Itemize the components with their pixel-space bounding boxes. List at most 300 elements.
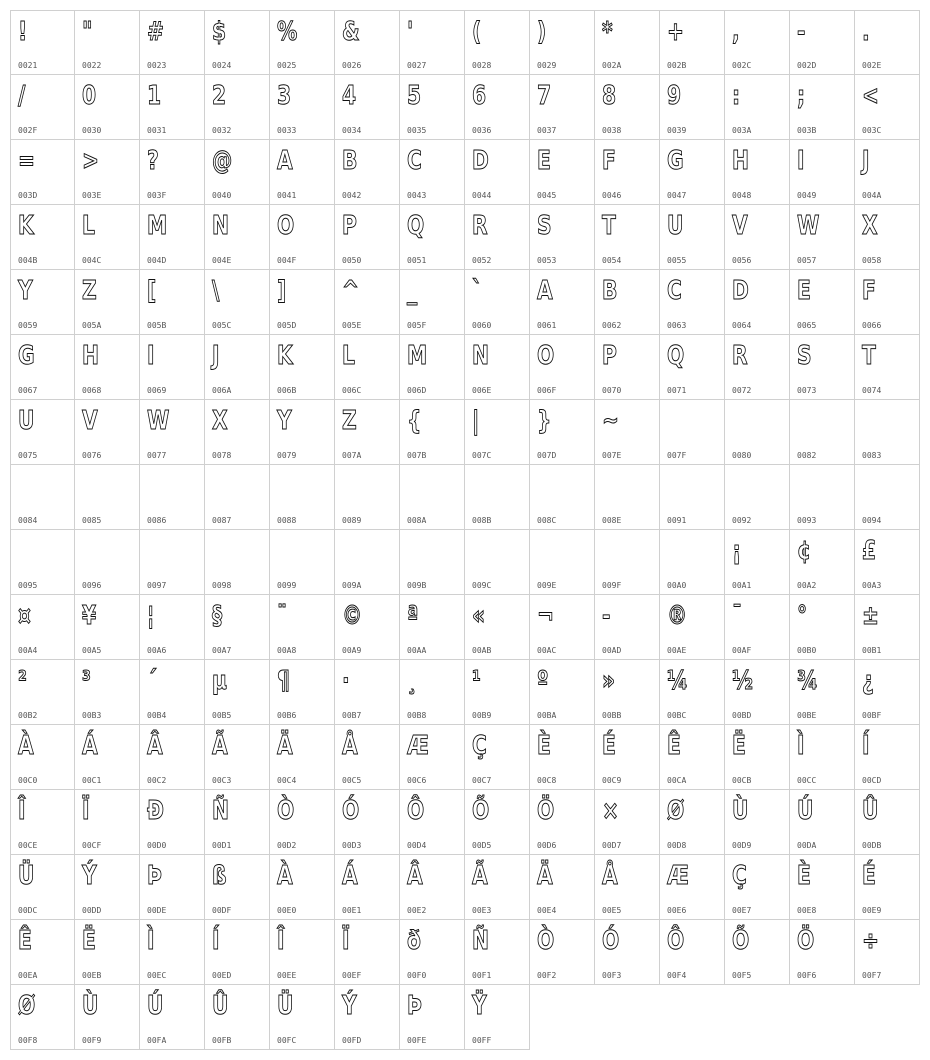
glyph-cell[interactable] (205, 465, 270, 530)
glyph-preview: [ (147, 276, 157, 306)
glyph-preview: Y (277, 406, 292, 436)
glyph-cell[interactable] (725, 140, 790, 205)
glyph-cell[interactable] (75, 920, 140, 985)
glyph-cell[interactable] (855, 595, 920, 660)
glyph-cell[interactable] (595, 10, 660, 75)
glyph-code-label: 00A2 (797, 581, 817, 590)
glyph-cell[interactable] (335, 660, 400, 725)
glyph-cell[interactable] (400, 985, 465, 1050)
glyph-cell[interactable] (530, 75, 595, 140)
glyph-code-label: 0067 (18, 386, 38, 395)
glyph-preview: | (472, 406, 480, 436)
glyph-code-label: 007C (472, 451, 492, 460)
glyph-preview: J (862, 146, 870, 176)
glyph-cell[interactable] (140, 595, 205, 660)
glyph-cell[interactable] (400, 660, 465, 725)
glyph-preview: Ç (472, 731, 487, 761)
glyph-cell[interactable] (205, 75, 270, 140)
glyph-cell[interactable] (660, 270, 725, 335)
glyph-code-label: 0078 (212, 451, 232, 460)
glyph-cell[interactable] (205, 790, 270, 855)
glyph-code-label: 0089 (342, 516, 362, 525)
glyph-code-label: 006C (342, 386, 362, 395)
glyph-cell[interactable] (205, 920, 270, 985)
glyph-code-label: 00A0 (667, 581, 687, 590)
glyph-code-label: 00D8 (667, 841, 687, 850)
glyph-preview: S (797, 341, 812, 371)
glyph-cell[interactable] (790, 920, 855, 985)
glyph-cell[interactable] (725, 465, 790, 530)
glyph-cell[interactable] (595, 270, 660, 335)
glyph-code-label: 0056 (732, 256, 752, 265)
glyph-preview: N (472, 341, 489, 371)
glyph-cell[interactable] (205, 985, 270, 1050)
glyph-preview: É (602, 731, 616, 761)
glyph-cell[interactable] (725, 530, 790, 595)
glyph-code-label: 0071 (667, 386, 687, 395)
glyph-cell[interactable] (855, 465, 920, 530)
glyph-preview: Á (82, 731, 98, 761)
glyph-cell[interactable] (400, 140, 465, 205)
glyph-cell[interactable] (205, 335, 270, 400)
glyph-cell[interactable] (270, 530, 335, 595)
glyph-cell[interactable] (140, 335, 205, 400)
glyph-cell[interactable] (465, 270, 530, 335)
glyph-cell[interactable] (75, 335, 140, 400)
glyph-preview: ! (18, 17, 28, 47)
glyph-cell[interactable] (530, 270, 595, 335)
glyph-cell[interactable] (725, 790, 790, 855)
glyph-cell[interactable] (465, 790, 530, 855)
glyph-cell[interactable] (10, 270, 75, 335)
glyph-cell[interactable] (10, 985, 75, 1050)
glyph-cell[interactable] (205, 205, 270, 270)
glyph-cell[interactable] (725, 10, 790, 75)
glyph-cell[interactable] (725, 725, 790, 790)
glyph-cell[interactable] (270, 920, 335, 985)
glyph-cell[interactable] (75, 270, 140, 335)
glyph-cell[interactable] (270, 465, 335, 530)
glyph-cell[interactable] (465, 75, 530, 140)
glyph-cell[interactable] (595, 920, 660, 985)
glyph-code-label: 008B (472, 516, 492, 525)
glyph-cell[interactable] (790, 205, 855, 270)
glyph-preview: 7 (537, 81, 552, 111)
glyph-cell[interactable] (855, 75, 920, 140)
glyph-cell[interactable] (855, 400, 920, 465)
glyph-cell[interactable] (725, 270, 790, 335)
glyph-cell[interactable] (660, 790, 725, 855)
glyph-cell[interactable] (140, 465, 205, 530)
glyph-cell[interactable] (530, 790, 595, 855)
glyph-cell[interactable] (270, 725, 335, 790)
glyph-cell[interactable] (595, 335, 660, 400)
glyph-cell[interactable] (400, 335, 465, 400)
glyph-cell[interactable] (465, 10, 530, 75)
glyph-preview: ( (472, 17, 482, 47)
glyph-cell[interactable] (790, 855, 855, 920)
glyph-cell[interactable] (595, 465, 660, 530)
glyph-code-label: 00CB (732, 776, 752, 785)
glyph-cell[interactable] (595, 140, 660, 205)
glyph-cell[interactable] (855, 140, 920, 205)
glyph-cell[interactable] (140, 660, 205, 725)
glyph-cell[interactable] (400, 10, 465, 75)
glyph-cell[interactable] (790, 10, 855, 75)
glyph-cell[interactable] (75, 855, 140, 920)
glyph-preview: I (147, 341, 155, 371)
glyph-cell[interactable] (140, 530, 205, 595)
glyph-code-label: 00C8 (537, 776, 557, 785)
glyph-cell[interactable] (790, 335, 855, 400)
glyph-preview: T (862, 341, 876, 371)
glyph-cell[interactable] (855, 660, 920, 725)
glyph-cell[interactable] (465, 855, 530, 920)
glyph-cell[interactable] (530, 855, 595, 920)
glyph-code-label: 0066 (862, 321, 882, 330)
glyph-cell[interactable] (400, 790, 465, 855)
glyph-cell[interactable] (465, 205, 530, 270)
glyph-cell[interactable] (790, 400, 855, 465)
glyph-cell[interactable] (75, 75, 140, 140)
glyph-cell[interactable] (10, 920, 75, 985)
glyph-cell[interactable] (75, 790, 140, 855)
glyph-cell[interactable] (725, 920, 790, 985)
glyph-code-label: 0091 (667, 516, 687, 525)
glyph-cell[interactable] (140, 725, 205, 790)
glyph-preview: ¿ (862, 666, 874, 696)
glyph-cell[interactable] (530, 725, 595, 790)
glyph-cell[interactable] (465, 335, 530, 400)
glyph-preview: C (667, 276, 682, 306)
glyph-cell[interactable] (660, 400, 725, 465)
glyph-cell[interactable] (465, 530, 530, 595)
glyph-cell[interactable] (660, 335, 725, 400)
glyph-cell[interactable] (855, 530, 920, 595)
glyph-code-label: 00A4 (18, 646, 38, 655)
glyph-cell[interactable] (660, 855, 725, 920)
glyph-cell[interactable] (205, 725, 270, 790)
glyph-code-label: 00AA (407, 646, 427, 655)
glyph-cell[interactable] (75, 595, 140, 660)
glyph-cell[interactable] (270, 205, 335, 270)
glyph-cell[interactable] (400, 465, 465, 530)
glyph-preview: ª (407, 601, 419, 631)
glyph-cell[interactable] (10, 400, 75, 465)
glyph-cell[interactable] (465, 660, 530, 725)
glyph-cell[interactable] (10, 465, 75, 530)
glyph-code-label: 002C (732, 61, 752, 70)
glyph-preview: W (147, 406, 170, 436)
glyph-cell[interactable] (465, 595, 530, 660)
glyph-code-label: 0043 (407, 191, 427, 200)
glyph-cell[interactable] (855, 10, 920, 75)
glyph-cell[interactable] (660, 75, 725, 140)
glyph-cell[interactable] (595, 530, 660, 595)
glyph-preview: Ñ (472, 926, 489, 956)
glyph-cell[interactable] (660, 205, 725, 270)
glyph-cell[interactable] (400, 270, 465, 335)
glyph-cell[interactable] (465, 920, 530, 985)
glyph-cell[interactable] (465, 985, 530, 1050)
glyph-cell[interactable] (335, 75, 400, 140)
glyph-cell[interactable] (725, 335, 790, 400)
glyph-preview: Z (342, 406, 357, 436)
glyph-cell[interactable] (725, 855, 790, 920)
glyph-cell[interactable] (595, 855, 660, 920)
glyph-preview: ` (472, 276, 483, 306)
glyph-cell[interactable] (595, 725, 660, 790)
glyph-cell[interactable] (10, 855, 75, 920)
glyph-cell[interactable] (400, 855, 465, 920)
glyph-cell[interactable] (335, 920, 400, 985)
glyph-cell[interactable] (270, 335, 335, 400)
glyph-cell[interactable] (140, 75, 205, 140)
glyph-preview: " (82, 17, 93, 47)
glyph-preview: Q (407, 211, 425, 241)
glyph-cell[interactable] (465, 725, 530, 790)
glyph-cell[interactable] (855, 920, 920, 985)
glyph-cell[interactable] (335, 530, 400, 595)
glyph-cell[interactable] (530, 465, 595, 530)
glyph-cell[interactable] (75, 400, 140, 465)
glyph-cell[interactable] (205, 140, 270, 205)
glyph-cell[interactable] (10, 790, 75, 855)
glyph-preview: $ (212, 17, 227, 47)
glyph-cell[interactable] (335, 855, 400, 920)
glyph-preview: Ð (147, 796, 165, 826)
glyph-cell[interactable] (10, 595, 75, 660)
glyph-cell[interactable] (10, 75, 75, 140)
glyph-cell[interactable] (400, 595, 465, 660)
glyph-preview: X (212, 406, 228, 436)
glyph-preview: T (602, 211, 616, 241)
glyph-cell[interactable] (660, 140, 725, 205)
glyph-cell[interactable] (140, 140, 205, 205)
glyph-preview: ² (18, 666, 27, 696)
glyph-cell[interactable] (725, 660, 790, 725)
glyph-cell[interactable] (75, 725, 140, 790)
glyph-cell[interactable] (725, 400, 790, 465)
glyph-code-label: 00B8 (407, 711, 427, 720)
glyph-code-label: 0030 (82, 126, 102, 135)
glyph-cell[interactable] (75, 140, 140, 205)
glyph-cell[interactable] (205, 595, 270, 660)
glyph-cell[interactable] (660, 920, 725, 985)
glyph-cell[interactable] (790, 140, 855, 205)
glyph-cell[interactable] (205, 855, 270, 920)
glyph-cell[interactable] (855, 855, 920, 920)
glyph-cell[interactable] (725, 75, 790, 140)
glyph-cell[interactable] (270, 985, 335, 1050)
glyph-cell[interactable] (10, 530, 75, 595)
glyph-cell[interactable] (400, 530, 465, 595)
glyph-cell[interactable] (790, 270, 855, 335)
glyph-cell[interactable] (10, 10, 75, 75)
glyph-cell[interactable] (595, 790, 660, 855)
glyph-cell[interactable] (140, 920, 205, 985)
glyph-code-label: 00DB (862, 841, 882, 850)
glyph-cell[interactable] (10, 660, 75, 725)
glyph-cell[interactable] (465, 400, 530, 465)
glyph-cell[interactable] (75, 465, 140, 530)
glyph-cell[interactable] (660, 465, 725, 530)
glyph-cell[interactable] (595, 400, 660, 465)
glyph-cell[interactable] (400, 400, 465, 465)
glyph-code-label: 0064 (732, 321, 752, 330)
glyph-preview: · (342, 666, 350, 696)
glyph-code-label: 00AC (537, 646, 557, 655)
glyph-cell[interactable] (530, 660, 595, 725)
glyph-preview: ð (407, 926, 421, 956)
glyph-cell[interactable] (790, 75, 855, 140)
glyph-cell[interactable] (140, 400, 205, 465)
glyph-code-label: 00C5 (342, 776, 362, 785)
glyph-cell[interactable] (530, 335, 595, 400)
glyph-cell[interactable] (660, 530, 725, 595)
glyph-cell[interactable] (270, 400, 335, 465)
glyph-preview: I (797, 146, 805, 176)
glyph-cell[interactable] (10, 140, 75, 205)
glyph-cell[interactable] (465, 465, 530, 530)
glyph-cell[interactable] (140, 985, 205, 1050)
glyph-cell[interactable] (205, 660, 270, 725)
glyph-code-label: 0063 (667, 321, 687, 330)
glyph-preview: ¢ (797, 536, 812, 566)
glyph-code-label: 0057 (797, 256, 817, 265)
glyph-cell[interactable] (270, 660, 335, 725)
glyph-cell[interactable] (530, 10, 595, 75)
glyph-cell[interactable] (725, 205, 790, 270)
glyph-preview: & (342, 17, 360, 47)
glyph-code-label: 0070 (602, 386, 622, 395)
glyph-cell[interactable] (335, 400, 400, 465)
glyph-cell[interactable] (465, 140, 530, 205)
glyph-cell[interactable] (530, 920, 595, 985)
glyph-cell[interactable] (400, 920, 465, 985)
glyph-preview: 4 (342, 81, 357, 111)
glyph-cell[interactable] (335, 270, 400, 335)
character-map-grid (10, 10, 920, 1050)
glyph-code-label: 00BD (732, 711, 752, 720)
glyph-cell[interactable] (530, 595, 595, 660)
glyph-cell[interactable] (335, 140, 400, 205)
glyph-preview: Õ (732, 926, 750, 956)
glyph-cell[interactable] (10, 335, 75, 400)
glyph-code-label: 0050 (342, 256, 362, 265)
glyph-code-label: 0040 (212, 191, 232, 200)
glyph-cell[interactable] (335, 335, 400, 400)
glyph-preview: Ì (147, 926, 155, 956)
glyph-cell[interactable] (335, 205, 400, 270)
glyph-preview: U (18, 406, 35, 436)
glyph-cell[interactable] (725, 595, 790, 660)
glyph-cell[interactable] (595, 660, 660, 725)
glyph-cell[interactable] (335, 10, 400, 75)
glyph-cell[interactable] (595, 595, 660, 660)
glyph-cell[interactable] (10, 725, 75, 790)
glyph-cell[interactable] (595, 75, 660, 140)
glyph-cell[interactable] (205, 10, 270, 75)
glyph-cell[interactable] (855, 725, 920, 790)
glyph-cell[interactable] (400, 205, 465, 270)
glyph-cell[interactable] (855, 205, 920, 270)
glyph-code-label: 005C (212, 321, 232, 330)
glyph-cell[interactable] (75, 985, 140, 1050)
glyph-cell[interactable] (335, 595, 400, 660)
glyph-cell[interactable] (270, 595, 335, 660)
glyph-cell[interactable] (530, 205, 595, 270)
glyph-cell[interactable] (790, 465, 855, 530)
glyph-cell[interactable] (10, 205, 75, 270)
glyph-code-label: 0059 (18, 321, 38, 330)
glyph-cell[interactable] (270, 855, 335, 920)
glyph-preview: Q (667, 341, 685, 371)
glyph-preview: Ü (277, 991, 294, 1021)
glyph-cell[interactable] (75, 205, 140, 270)
glyph-cell[interactable] (205, 530, 270, 595)
glyph-cell[interactable] (660, 595, 725, 660)
glyph-cell[interactable] (595, 205, 660, 270)
glyph-code-label: 0039 (667, 126, 687, 135)
glyph-cell[interactable] (530, 140, 595, 205)
glyph-code-label: 00FD (342, 1036, 362, 1045)
glyph-cell[interactable] (205, 270, 270, 335)
glyph-cell[interactable] (335, 985, 400, 1050)
glyph-cell[interactable] (140, 10, 205, 75)
glyph-cell[interactable] (855, 270, 920, 335)
glyph-cell[interactable] (335, 725, 400, 790)
glyph-cell[interactable] (140, 205, 205, 270)
glyph-cell[interactable] (790, 725, 855, 790)
glyph-preview: D (732, 276, 749, 306)
glyph-cell[interactable] (75, 10, 140, 75)
glyph-cell[interactable] (335, 790, 400, 855)
glyph-cell[interactable] (270, 10, 335, 75)
glyph-cell[interactable] (270, 140, 335, 205)
glyph-cell[interactable] (75, 530, 140, 595)
glyph-cell[interactable] (660, 660, 725, 725)
glyph-code-label: 0028 (472, 61, 492, 70)
glyph-cell[interactable] (140, 790, 205, 855)
glyph-cell[interactable] (660, 725, 725, 790)
glyph-code-label: 006B (277, 386, 297, 395)
glyph-cell[interactable] (855, 790, 920, 855)
glyph-cell[interactable] (790, 595, 855, 660)
glyph-cell[interactable] (400, 725, 465, 790)
glyph-cell[interactable] (855, 335, 920, 400)
glyph-cell[interactable] (335, 465, 400, 530)
glyph-cell[interactable] (205, 400, 270, 465)
glyph-cell[interactable] (270, 270, 335, 335)
glyph-cell[interactable] (270, 75, 335, 140)
glyph-cell[interactable] (660, 10, 725, 75)
glyph-cell[interactable] (140, 855, 205, 920)
glyph-cell[interactable] (400, 75, 465, 140)
glyph-code-label: 00D3 (342, 841, 362, 850)
glyph-preview: © (342, 601, 363, 631)
glyph-code-label: 00B5 (212, 711, 232, 720)
glyph-cell[interactable] (790, 790, 855, 855)
glyph-cell[interactable] (270, 790, 335, 855)
glyph-preview: K (18, 211, 34, 241)
glyph-cell[interactable] (530, 530, 595, 595)
glyph-cell[interactable] (140, 270, 205, 335)
glyph-cell[interactable] (790, 660, 855, 725)
glyph-cell[interactable] (530, 400, 595, 465)
glyph-cell[interactable] (75, 660, 140, 725)
glyph-cell[interactable] (790, 530, 855, 595)
